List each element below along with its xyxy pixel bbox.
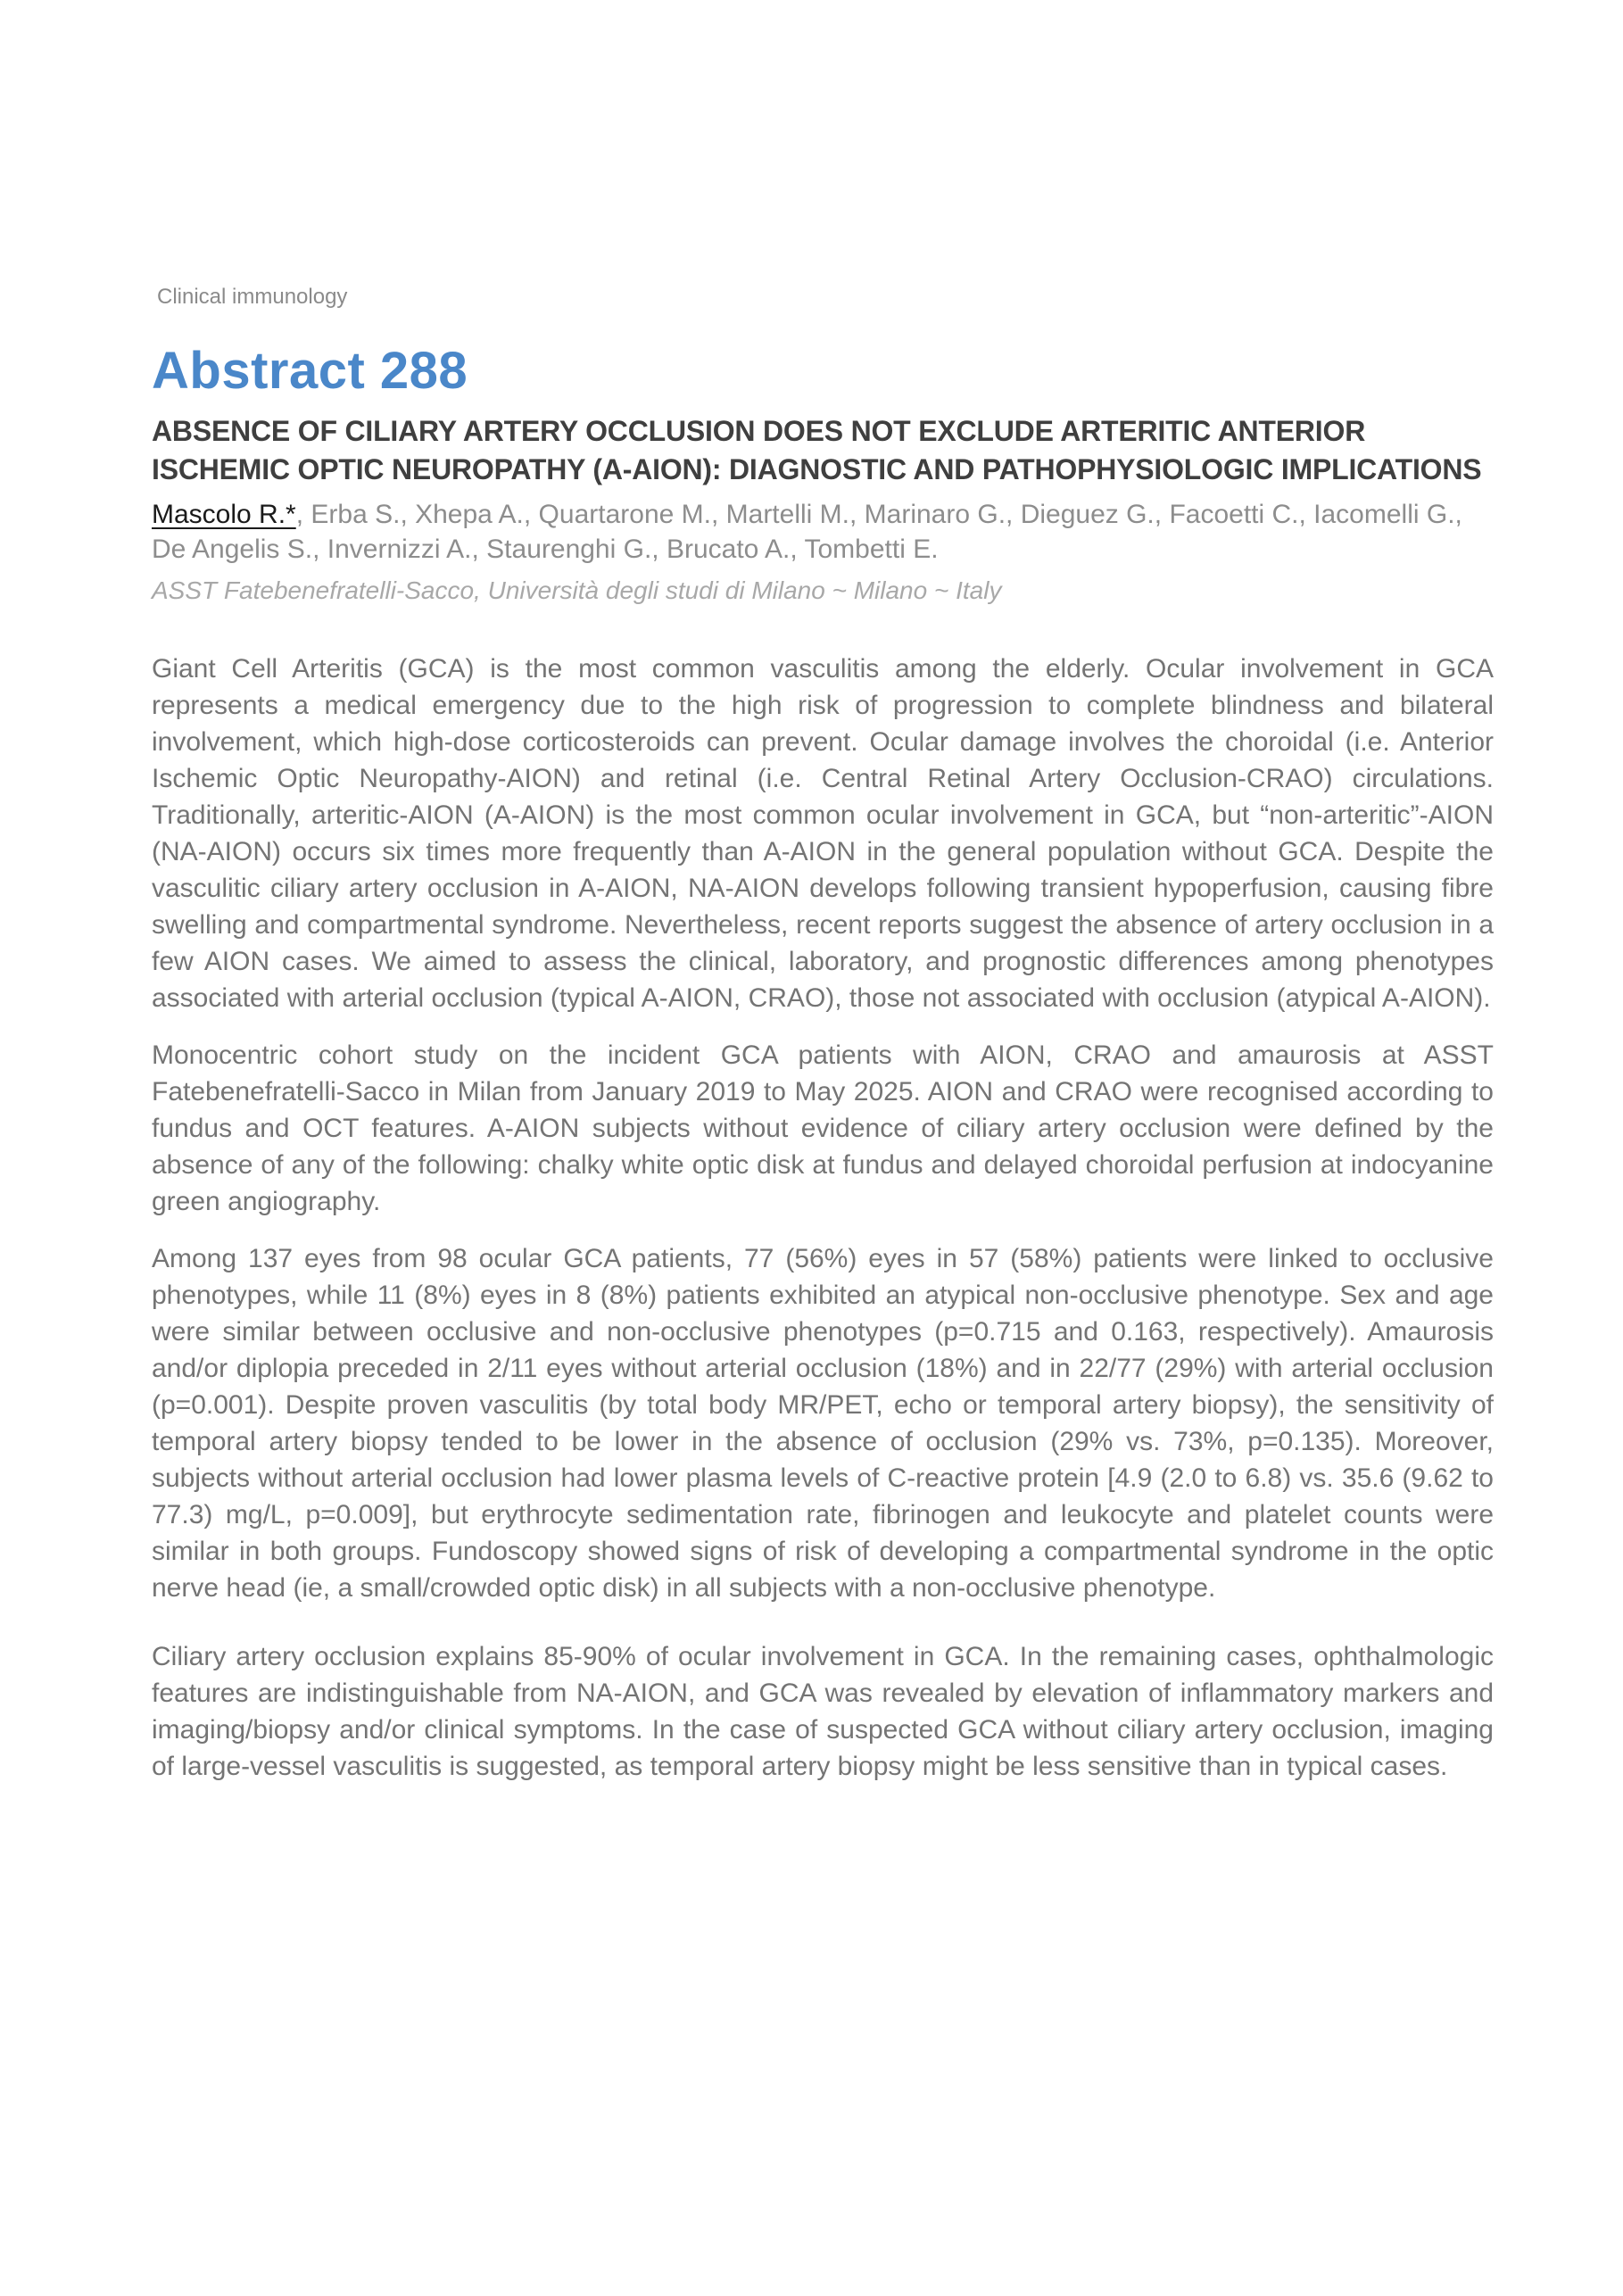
abstract-body <box>152 651 1494 1785</box>
affiliation: ASST Fatebenefratelli-Sacco, Università degli studi di Milano ~ Milano ~ Italy <box>152 576 1002 604</box>
abstract-title: ABSENCE OF CILIARY ARTERY OCCLUSION DOES NOT EXCLUDE ARTERITIC ANTERIOR ISCHEMIC OPTIC NEUROPATHY (A-AION): DIAGNOSTIC AND PATHOPHYSIOLOGIC IMPLICATIONS <box>152 415 1482 485</box>
category-label: Clinical immunology <box>157 285 348 309</box>
abstract-number-heading: Abstract 288 <box>152 342 468 400</box>
paragraph-methods: Monocentric cohort study on the incident GCA patients with AION, CRAO and amaurosis at ASST Fatebenefratelli-Sacco in Milan from January 2019 to May 2025. AION and CRAO were recognised according to fundus and OCT features. A-AION subjects without evidence of ciliary artery occlusion were defined by the absence of any of the following: chalky white optic disk at fundus and delayed choroidal perfusion at indocyanine green angiography. <box>152 1040 1494 1216</box>
first-author: Mascolo R.* <box>152 500 296 529</box>
paragraph-conclusions: Ciliary artery occlusion explains 85-90% of ocular involvement in GCA. In the remaining cases, ophthalmologic features are indistinguishable from NA-AION, and GCA was revealed by elevation of inflammatory markers and imaging/biopsy and/or clinical symptoms. In the case of suspected GCA without ciliary artery occlusion, imaging of large-vessel vasculitis is suggested, as temporal artery biopsy might be less sensitive than in typical cases. <box>152 1642 1494 1781</box>
co-authors: , Erba S., Xhepa A., Quartarone M., Martelli M., Marinaro G., Dieguez G., Facoetti C., Iacomelli G., De Angelis S., Invernizzi A., Staurenghi G., Brucato A., Tombetti E. <box>152 500 1462 564</box>
paragraph-results: Among 137 eyes from 98 ocular GCA patients, 77 (56%) eyes in 57 (58%) patients were linked to occlusive phenotypes, while 11 (8%) eyes in 8 (8%) patients exhibited an atypical non-occlusive phenotype. Sex and age were similar between occlusive and non-occlusive phenotypes (p=0.715 and 0.163, respectively). Amaurosis and/or diplopia preceded in 2/11 eyes without arterial occlusion (18%) and in 22/77 (29%) with arterial occlusion (p=0.001). Despite proven vasculitis (by total body MR/PET, echo or temporal artery biopsy), the sensitivity of temporal artery biopsy tended to be lower in the absence of occlusion (29% vs. 73%, p=0.135). Moreover, subjects without arterial occlusion had lower plasma levels of C-reactive protein [4.9 (2.0 to 6.8) vs. 35.6 (9.62 to 77.3) mg/L, p=0.009], but erythrocyte sedimentation rate, fibrinogen and leukocyte and platelet counts were similar in both groups. Fundoscopy showed signs of risk of developing a compartmental syndrome in the optic nerve head (ie, a small/crowded optic disk) in all subjects with a non-occlusive phenotype. <box>152 1244 1494 1603</box>
authors-line <box>152 497 1494 567</box>
paragraph-background: Giant Cell Arteritis (GCA) is the most common vasculitis among the elderly. Ocular involvement in GCA represents a medical emergency due to the high risk of progression to complete blindness and bilateral involvement, which high-dose corticosteroids can prevent. Ocular damage involves the choroidal (i.e. Anterior Ischemic Optic Neuropathy-AION) and retinal (i.e. Central Retinal Artery Occlusion-CRAO) circulations. Traditionally, arteritic-AION (A-AION) is the most common ocular involvement in GCA, but “non-arteritic”-AION (NA-AION) occurs six times more frequently than A-AION in the general population without GCA. Despite the vasculitic ciliary artery occlusion in A-AION, NA-AION develops following transient hypoperfusion, causing fibre swelling and compartmental syndrome. Nevertheless, recent reports suggest the absence of artery occlusion in a few AION cases. We aimed to assess the clinical, laboratory, and prognostic differences among phenotypes associated with arterial occlusion (typical A-AION, CRAO), those not associated with occlusion (atypical A-AION). <box>152 654 1494 1013</box>
